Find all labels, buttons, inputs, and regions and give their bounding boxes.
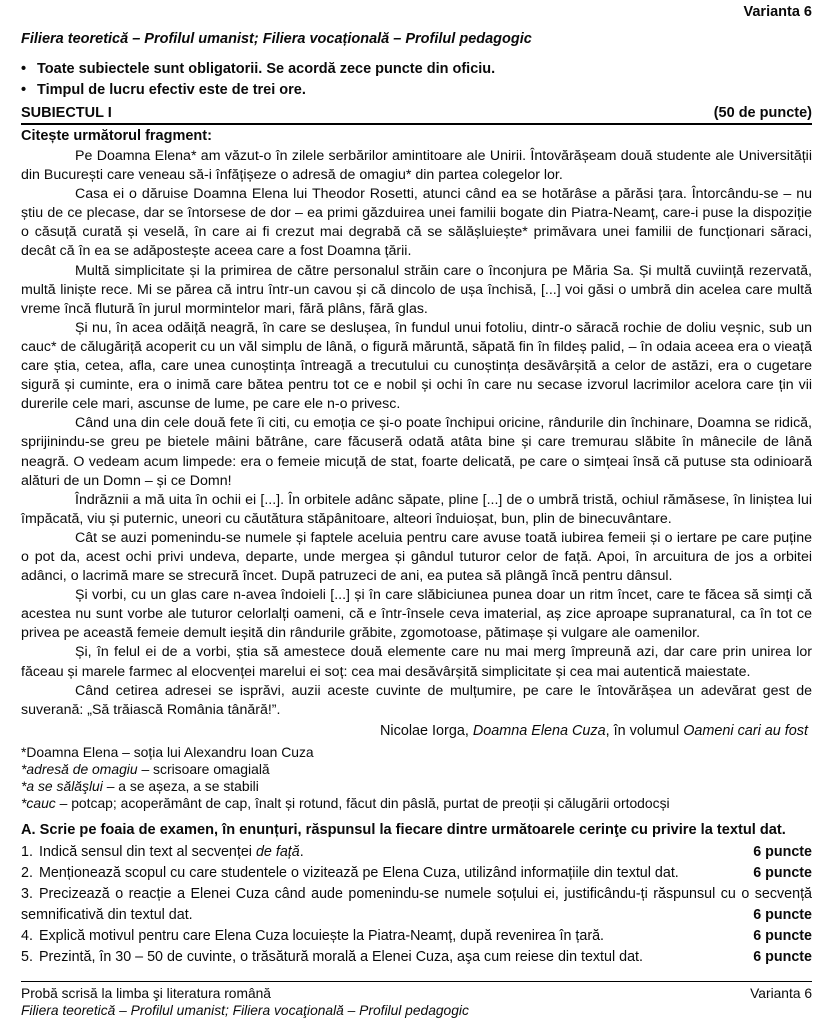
fragment-paragraph: Și nu, în acea odăiță neagră, în care se deslușea, în fundul unui fotoliu, dintr-o săracă rochie de doliu veșnic, sub un cauc* de călugăriță acoperit cu un văl simplu de lână, o figură măruntă, săpată fin în fildeș palid, – în odaia aceea era o vieață care știa, cetea, afla, care unea cunoștința întreagă a trecutului cu cunoștința desăvârșită a celor de astăzi, era o cugetare sigură și cuminte, era o inimă care bătea pentru tot ce e nobil și ochi în care nu secase izvorul lacrimilor acelora care țin vii durerile cele mari, ascunse de lume, pe care ele n-o privesc.: [21, 319, 812, 413]
question-text: [21, 863, 812, 884]
fragment-paragraph: Multă simplicitate și la primirea de către personalul străin care o înconjura pe Măria Sa. Și multă cuviință rezervată, multă liniște rece. Mi se părea că intru într-un cavou și că dincolo de ușa închisă, [...] voi găsi o umbră din acelea care multă vreme încă flutură în jurul mormintelor mari, fără plâns, fără glas.: [21, 262, 812, 317]
read-prompt: Citește următorul fragment:: [21, 128, 212, 144]
question-text: [21, 947, 812, 968]
question-italic-term: de față: [255, 843, 300, 860]
question-text: [21, 842, 812, 863]
attribution-work-title: Doamna Elena Cuza: [472, 722, 606, 739]
footnote-definition: – a se așeza, a se stabili: [102, 777, 259, 794]
instruction-item: [21, 59, 812, 80]
page-footer: [21, 981, 812, 1019]
bullet-icon: •: [21, 61, 27, 77]
instruction-text: Toate subiectele sunt obligatorii. Se acordă zece puncte din oficiu.: [37, 61, 496, 77]
attribution-middle: , în volumul: [605, 722, 684, 739]
question-5: [21, 947, 812, 968]
question-text: [21, 926, 812, 947]
question-points: 6 puncte: [745, 905, 812, 926]
variant-label: Varianta 6: [743, 4, 812, 20]
question-text: [21, 884, 812, 926]
fragment-paragraph: Și vorbi, cu un glas care n-avea îndoieli [...] și în care slăbiciunea punea doar un ritm încet, care te făcea să simți că acestea nu sunt vorbe ale tuturor celorlalți oameni, că e într-însele ceva imaterial, aș zice aproape supranatural, ca în tot ce privea pe această femeie demult ieșită din rândurile grăbite, zgomotoase, pătimașe și vulgare ale oamenilor.: [21, 587, 812, 642]
instruction-item: [21, 80, 812, 101]
question-3: [21, 884, 812, 926]
question-2: [21, 863, 812, 884]
questions-list: [21, 842, 812, 968]
subject-header: [21, 104, 812, 125]
fragment-paragraph: Casa ei o dăruise Doamna Elena lui Theodor Rosetti, atunci când ea se hotărâse a părăsi țara. Întorcându-se – nu știu de ce plecase, dar se întorsese de dor – ea primi găzduirea unei familii bogate din Piatra-Neamț, care-i puse la dispoziție o căsuță curată și veselă, în care ai fi crezut mai degrabă că se sălășluiește* primăvara unei familii de funcționari săraci, decât că în ea se adăpostește aceea care a fost Doamna țării.: [21, 186, 812, 260]
question-text-part: Precizează o reacție a Elenei Cuza când aude pomenindu-se numele soțului ei, justificându-ți răspunsul cu o secvență semnificativă din textul dat.: [21, 885, 812, 923]
attribution: [21, 722, 812, 741]
footer-variant: Varianta 6: [750, 986, 812, 1001]
fragment-paragraph: Când cetirea adresei se isprăvi, auzii aceste cuvinte de mulțumire, pe care le întovărășea un adevărat gest de suverană: „Să trăiască România tânără!”.: [21, 682, 812, 718]
subject-title: SUBIECTUL I: [21, 105, 112, 121]
footnote-definition: – soția lui Alexandru Ioan Cuza: [118, 743, 314, 760]
question-points: 6 puncte: [745, 863, 812, 884]
attribution-author: Nicolae Iorga,: [380, 722, 473, 739]
attribution-volume-title: Oameni cari au fost: [683, 722, 808, 739]
footer-exam-name: Probă scrisă la limba şi literatura română: [21, 986, 271, 1001]
question-text-part: Indică sensul din text al secvenței: [39, 843, 256, 860]
footnote: [21, 744, 812, 761]
fragment-paragraph: Pe Doamna Elena* am văzut-o în zilele serbărilor amintitoare ale Unirii. Întovărășeam două studente ale Universității din București care veneau să-i înfățișeze o adresă de omagiu* din partea colegelor lor.: [21, 148, 812, 184]
question-1: [21, 842, 812, 863]
question-text-part: Explică motivul pentru care Elena Cuza locuiește la Piatra-Neamț, după revenirea în țară.: [39, 927, 605, 944]
question-text-part: Prezintă, în 30 – 50 de cuvinte, o trăsătură morală a Elenei Cuza, aşa cum reiese din textul dat.: [39, 948, 643, 965]
filiera-subtitle: Filiera teoretică – Profilul umanist; Filiera vocațională – Profilul pedagogic: [21, 31, 532, 47]
instruction-text: Timpul de lucru efectiv este de trei ore.: [37, 82, 306, 98]
footnotes: [21, 744, 812, 812]
footnote: [21, 761, 812, 778]
section-a-intro: A. Scrie pe foaia de examen, în enunțuri, răspunsul la fiecare dintre următoarele cerinţe cu privire la textul dat.: [21, 821, 786, 838]
fragment-paragraph: Și, în felul ei de a vorbi, știa să amestece două elemente care nu mai merg împreună azi, dar care prin unirea lor făceau și marele farmec al elocvenței marelui ei soț: cea mai desăvârșită simplicitate și cea mai autentică maiestate.: [21, 644, 812, 680]
question-number: 4.: [21, 927, 33, 944]
bullet-icon: •: [21, 82, 27, 98]
question-points: 6 puncte: [745, 842, 812, 863]
footer-line-1: [21, 985, 812, 1002]
fragment-paragraph: Îndrăznii a mă uita în ochii ei [...]. În orbitele adânc săpate, pline [...] de o umbră tristă, ochiul rămăsese, în liniștea lui împăcată, viu și puternic, uneori cu căutătura stăpânitoare, alteori înduioșat, bun, plin de binecuvântare.: [21, 491, 812, 527]
subject-points: (50 de puncte): [713, 105, 812, 121]
fragment-text: [21, 147, 812, 720]
question-points: 6 puncte: [745, 926, 812, 947]
question-points: 6 puncte: [745, 947, 812, 968]
footnote-term: *a se sălăşlui: [21, 777, 103, 794]
footnote: [21, 795, 812, 812]
footnote-definition: – scrisoare omagială: [137, 760, 270, 777]
footer-divider: [21, 981, 812, 982]
question-number: 1.: [21, 843, 33, 860]
fragment-paragraph: Când una din cele două fete îi citi, cu emoția ce și-o poate închipui oricine, rândurile din închinare, Doamna se ridică, sprijinindu-se greu pe bietele mâini bătrâne, care făcuseră odată atâta bine și care tremurau slăbite în mânecile de lână neagră. O vedeam acum limpede: era o femeie micuță de stat, foarte delicată, pe care o simțeai însă că putuse sta odinioară alături de un Domn – și ce Domn!: [21, 415, 812, 489]
instructions-list: [21, 59, 812, 101]
question-text-part: .: [299, 843, 304, 860]
fragment-paragraph: Cât se auzi pomenindu-se numele și faptele aceluia pentru care avuse toată iubirea femeii și o iertare pe care puține o pot da, acest ochi privi undeva, departe, unde mergea și gândul tuturor celor de față. Apoi, în arcuitura de jos a orbitei adânci, o lacrimă mare se strecură încet. După patruzeci de ani, ea putea să plângă încă pentru dânsul.: [21, 529, 812, 585]
footnote-term: *Doamna Elena: [21, 743, 119, 760]
question-number: 3.: [21, 885, 33, 902]
question-4: [21, 926, 812, 947]
question-text-part: Menționează scopul cu care studentele o vizitează pe Elena Cuza, utilizând informațiile din textul dat.: [39, 864, 679, 881]
footnote-term: *cauc: [21, 794, 56, 811]
footer-line-2: Filiera teoretică – Profilul umanist; Filiera vocaţională – Profilul pedagogic: [21, 1003, 469, 1018]
footnote-definition: – potcap; acoperământ de cap, înalt și rotund, făcut din pâslă, purtat de preoții și călugării ortodocși: [55, 794, 670, 811]
question-number: 5.: [21, 948, 33, 965]
question-number: 2.: [21, 864, 33, 881]
footnote-term: *adresă de omagiu: [21, 760, 138, 777]
footnote: [21, 778, 812, 795]
